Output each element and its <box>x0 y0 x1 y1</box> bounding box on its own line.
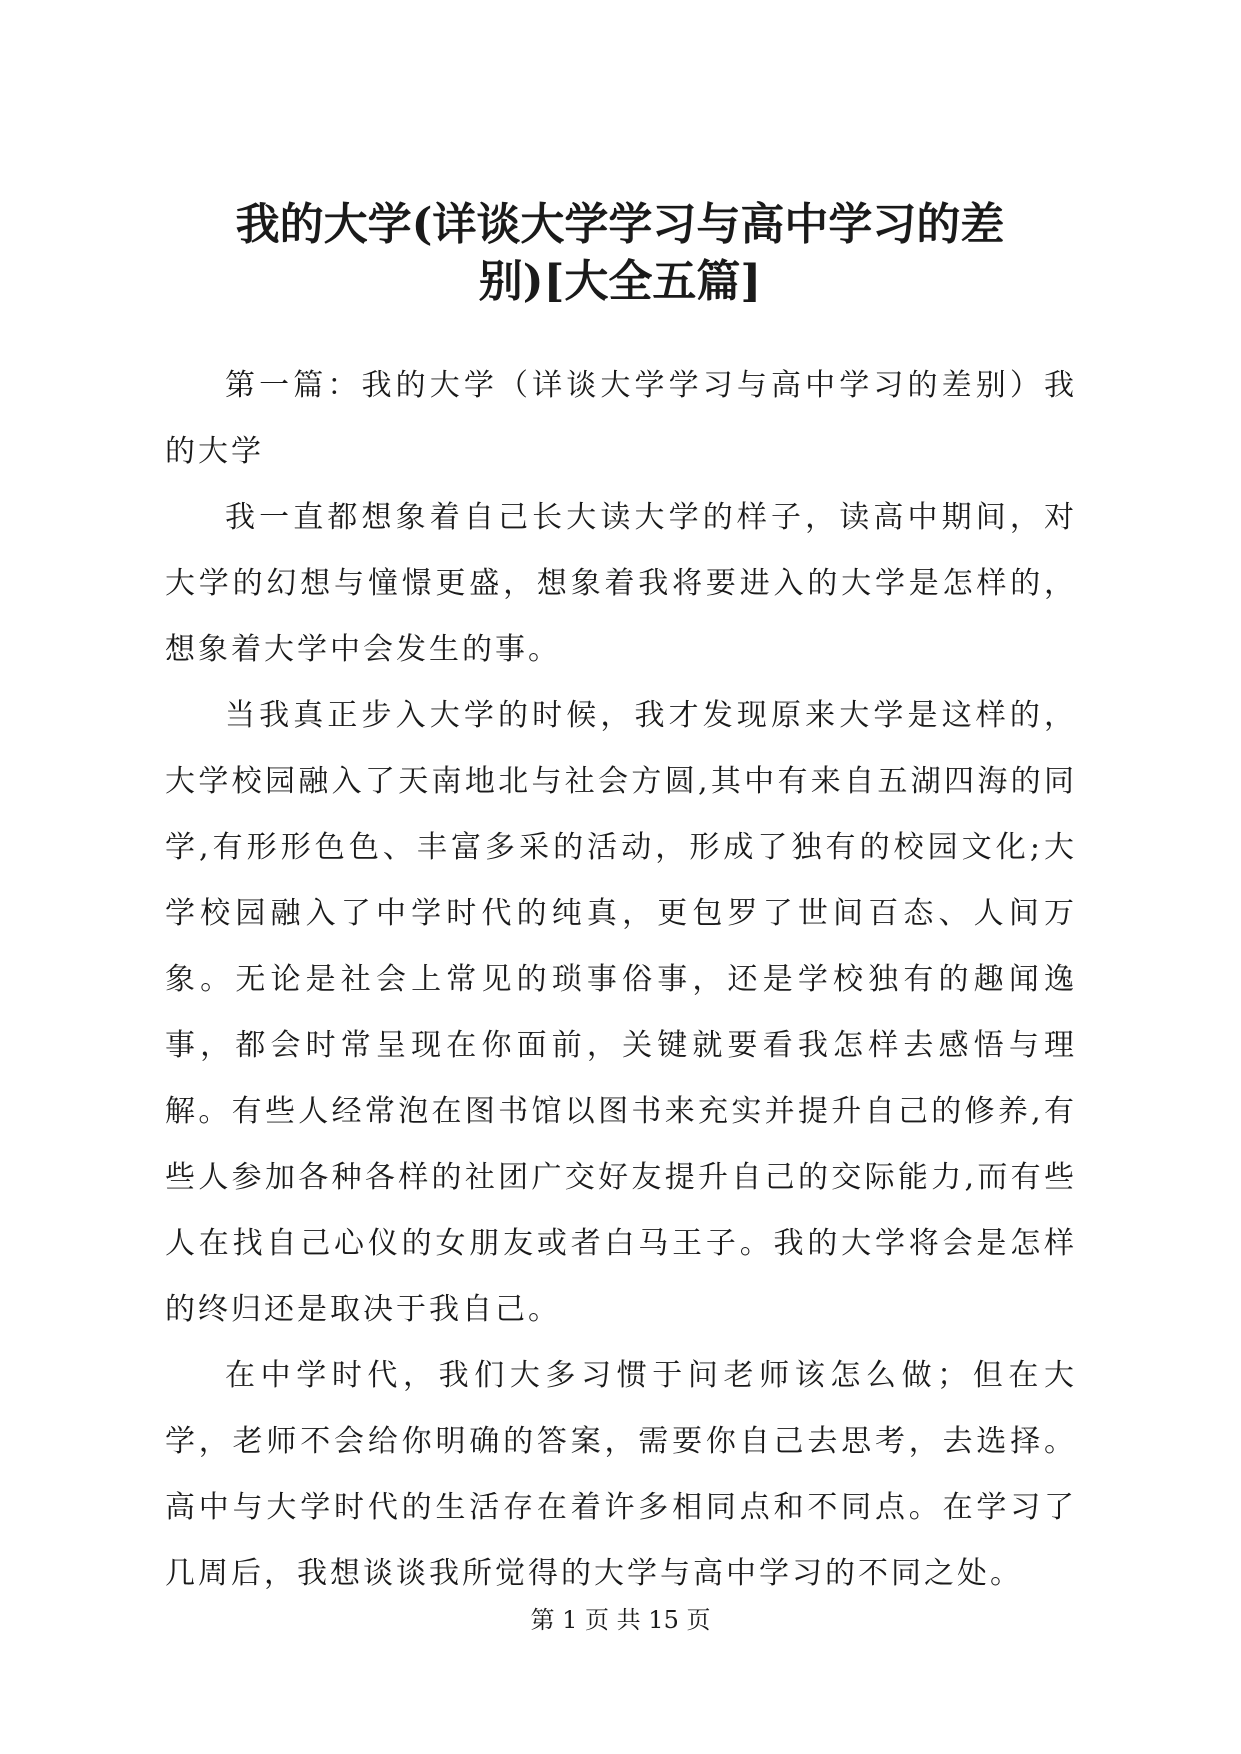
title-line-2: 别)[大全五篇] <box>478 256 762 307</box>
paragraph: 第一篇：我的大学（详谈大学学习与高中学习的差别）我的大学 <box>165 368 1077 469</box>
paragraph: 在中学时代，我们大多习惯于问老师该怎么做；但在大学，老师不会给你明确的答案，需要你自己去思考，去选择。高中与大学时代的生活存在着许多相同点和不同点。在学习了几周后，我想谈谈我所觉得的大学与高中学习的不同之处。 <box>165 1358 1077 1591</box>
document-title <box>150 196 1090 310</box>
page-number-footer: 第 1 页 共 15 页 <box>530 1606 711 1634</box>
title-line-1: 我的大学(详谈大学学习与高中学习的差 <box>235 199 1005 250</box>
document-body <box>165 353 1077 1607</box>
paragraph: 我一直都想象着自己长大读大学的样子，读高中期间，对大学的幻想与憧憬更盛，想象着我将要进入的大学是怎样的，想象着大学中会发生的事。 <box>165 500 1077 667</box>
paragraph: 当我真正步入大学的时候，我才发现原来大学是这样的，大学校园融入了天南地北与社会方圆,其中有来自五湖四海的同学,有形形色色、丰富多采的活动，形成了独有的校园文化;大学校园融入了中学时代的纯真，更包罗了世间百态、人间万象。无论是社会上常见的琐事俗事，还是学校独有的趣闻逸事，都会时常呈现在你面前，关键就要看我怎样去感悟与理解。有些人经常泡在图书馆以图书来充实并提升自己的修养,有些人参加各种各样的社团广交好友提升自己的交际能力,而有些人在找自己心仪的女朋友或者白马王子。我的大学将会是怎样的终归还是取决于我自己。 <box>165 698 1077 1327</box>
